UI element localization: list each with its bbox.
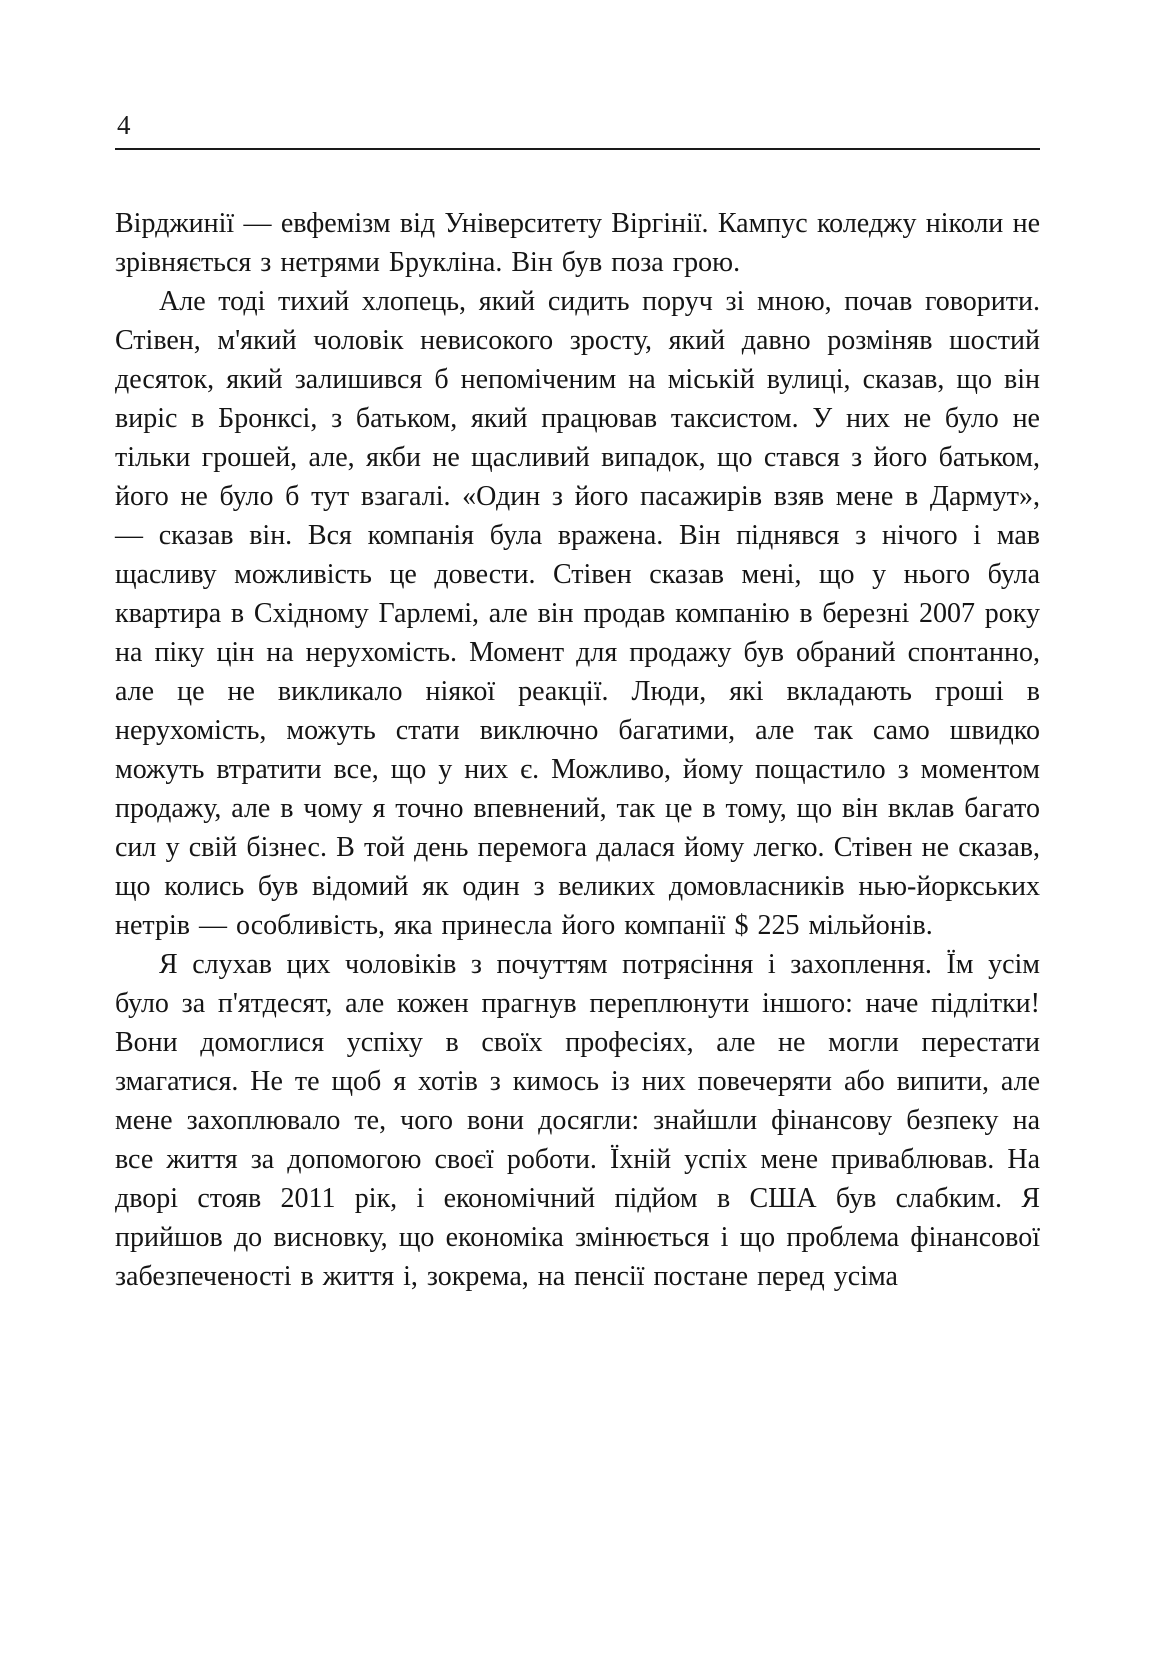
paragraph: Але тоді тихий хлопець, який сидить поруч зі мною, почав говорити. Стівен, м'який чоловік невисокого зросту, який давно розміняв шостий десяток, який залишився б непоміченим на міській вулиці, сказав, що він виріс в Бронксі, з батьком, який працював таксистом. У них не було не тільки грошей, але, якби не щасливий випадок, що стався з його батьком, його не було б тут взагалі. «Один з його пасажирів взяв мене в Дармут», — сказав він. Вся компанія була вражена. Він піднявся з нічого і мав щасливу можливість це довести. Стівен сказав мені, що у нього була квартира в Східному Гарлемі, але він продав компанію в березні 2007 року на піку цін на нерухомість. Момент для продажу був обраний спонтанно, але це не викликало ніякої реакції. Люди, які вкладають гроші в нерухомість, можуть стати виключно багатими, але так само швидко можуть втратити все, що у них є. Можливо, йому пощастило з моментом продажу, але в чому я точно впевнений, так це в тому, що він вклав багато сил у свій бізнес. В той день перемога далася йому легко. Стівен не сказав, що колись був відомий як один з великих домовласників нью-йоркських нетрів — особливість, яка принесла його компанії $ 225 мільйонів. [115, 286, 1040, 941]
header-rule [115, 148, 1040, 150]
paragraph: Я слухав цих чоловіків з почуттям потрясіння і захоплення. Їм усім було за п'ятдесят, але кожен прагнув переплюнути іншого: наче підлітки! Вони домоглися успіху в своїх професіях, але не могли перестати змагатися. Не те щоб я хотів з кимось із них повечеряти або випити, але мене захоплювало те, чого вони досягли: знайшли фінансову безпеку на все життя за допомогою своєї роботи. Їхній успіх мене приваблював. На дворі стояв 2011 рік, і економічний підйом в США був слабким. Я прийшов до висновку, що економіка змінюється і що проблема фінансової забезпеченості в життя і, зокрема, на пенсії постане перед усіма [115, 949, 1040, 1292]
paragraph-continuation: Вірджинії — евфемізм від Університету Віргінії. Кампус коледжу ніколи не зрівняється з нетрями Брукліна. Він був поза грою. [115, 208, 1040, 278]
page-number: 4 [117, 110, 131, 140]
page-header [115, 112, 1040, 150]
page-body [115, 204, 1040, 1296]
